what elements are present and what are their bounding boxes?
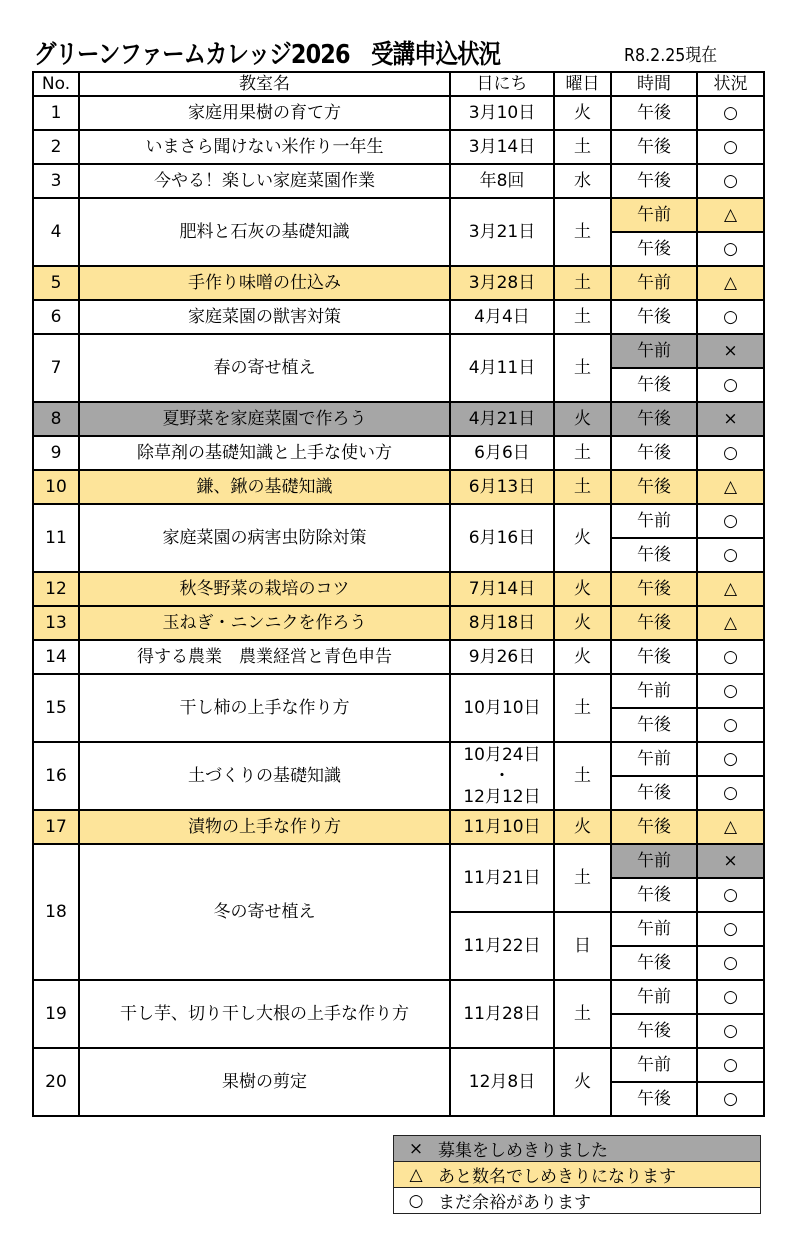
- date-line: 12月12日: [463, 786, 541, 807]
- class-time-slot: 午前: [611, 504, 697, 538]
- table-body: [33, 96, 764, 1116]
- circle-icon: ○: [697, 776, 764, 810]
- as-of-date: R8.2.25現在: [624, 45, 718, 66]
- class-name: 玉ねぎ・ニンニクを作ろう: [79, 606, 450, 640]
- class-date: 9月26日: [450, 640, 554, 674]
- class-weekday: 火: [554, 1048, 611, 1116]
- date-line: 10月24日: [463, 744, 541, 765]
- cross-icon: ×: [697, 402, 764, 436]
- table-row: [33, 810, 764, 844]
- class-date: 4月4日: [450, 300, 554, 334]
- class-weekday: 土: [554, 742, 611, 810]
- class-number: 18: [33, 844, 79, 980]
- circle-icon: ○: [697, 946, 764, 980]
- column-header-status: 状況: [697, 72, 764, 96]
- table-row: [33, 130, 764, 164]
- circle-icon: ○: [697, 436, 764, 470]
- class-number: 1: [33, 96, 79, 130]
- class-time-slot: 午後: [611, 572, 697, 606]
- class-time-slot: 午後: [611, 1014, 697, 1048]
- class-weekday: 土: [554, 844, 611, 912]
- class-time-slot: 午前: [611, 334, 697, 368]
- table-row: [33, 504, 764, 538]
- class-weekday: 火: [554, 572, 611, 606]
- class-number: 14: [33, 640, 79, 674]
- table-row: [33, 572, 764, 606]
- class-time-slot: 午後: [611, 708, 697, 742]
- cross-icon: ×: [697, 334, 764, 368]
- class-weekday: 土: [554, 980, 611, 1048]
- class-name: 家庭菜園の病害虫防除対策: [79, 504, 450, 572]
- cross-icon: ×: [697, 844, 764, 878]
- class-date: 3月21日: [450, 198, 554, 266]
- cross-icon: ×: [394, 1136, 439, 1162]
- class-weekday: 土: [554, 266, 611, 300]
- class-number: 7: [33, 334, 79, 402]
- class-number: 9: [33, 436, 79, 470]
- class-number: 3: [33, 164, 79, 198]
- class-date: 11月10日: [450, 810, 554, 844]
- table-row: [33, 96, 764, 130]
- table-row: [33, 300, 764, 334]
- class-number: 17: [33, 810, 79, 844]
- class-date: 3月14日: [450, 130, 554, 164]
- class-time-slot: 午後: [611, 640, 697, 674]
- circle-icon: ○: [697, 912, 764, 946]
- circle-icon: ○: [697, 164, 764, 198]
- column-header-class-name: 教室名: [79, 72, 450, 96]
- class-number: 2: [33, 130, 79, 164]
- legend-text: 募集をしめきりました: [438, 1136, 761, 1162]
- circle-icon: ○: [697, 708, 764, 742]
- circle-icon: ○: [697, 674, 764, 708]
- class-name: 土づくりの基礎知識: [79, 742, 450, 810]
- class-time-slot: 午後: [611, 232, 697, 266]
- class-weekday: 土: [554, 130, 611, 164]
- class-time-slot: 午前: [611, 266, 697, 300]
- triangle-icon: △: [394, 1162, 439, 1188]
- circle-icon: ○: [697, 640, 764, 674]
- class-name: 春の寄せ植え: [79, 334, 450, 402]
- class-weekday: 火: [554, 504, 611, 572]
- table-row: [33, 470, 764, 504]
- class-date: 11月22日: [450, 912, 554, 980]
- class-time-slot: 午前: [611, 198, 697, 232]
- table-row: [33, 436, 764, 470]
- class-name: 果樹の剪定: [79, 1048, 450, 1116]
- legend: [393, 1135, 761, 1214]
- class-time-slot: 午後: [611, 436, 697, 470]
- class-time-slot: 午後: [611, 368, 697, 402]
- class-time-slot: 午後: [611, 130, 697, 164]
- legend-text: まだ余裕があります: [438, 1188, 761, 1214]
- triangle-icon: △: [697, 572, 764, 606]
- circle-icon: ○: [697, 300, 764, 334]
- circle-icon: ○: [697, 96, 764, 130]
- triangle-icon: △: [697, 266, 764, 300]
- class-weekday: 水: [554, 164, 611, 198]
- class-name: 秋冬野菜の栽培のコツ: [79, 572, 450, 606]
- legend-text: あと数名でしめきりになります: [438, 1162, 761, 1188]
- table-row: [33, 980, 764, 1014]
- class-number: 6: [33, 300, 79, 334]
- class-name: 鎌、鍬の基礎知識: [79, 470, 450, 504]
- table-row: [33, 198, 764, 232]
- class-date: 6月6日: [450, 436, 554, 470]
- class-weekday: 日: [554, 912, 611, 980]
- column-header-no: No.: [33, 72, 79, 96]
- circle-icon: ○: [697, 1014, 764, 1048]
- class-name: いまさら聞けない米作り一年生: [79, 130, 450, 164]
- class-name: 家庭菜園の獣害対策: [79, 300, 450, 334]
- class-number: 16: [33, 742, 79, 810]
- class-number: 10: [33, 470, 79, 504]
- class-number: 12: [33, 572, 79, 606]
- legend-row-closed: [394, 1136, 761, 1162]
- class-date: 4月21日: [450, 402, 554, 436]
- class-number: 4: [33, 198, 79, 266]
- triangle-icon: △: [697, 810, 764, 844]
- class-time-slot: 午前: [611, 1048, 697, 1082]
- table-row: [33, 334, 764, 368]
- class-time-slot: 午後: [611, 606, 697, 640]
- class-date: 3月28日: [450, 266, 554, 300]
- class-time-slot: 午後: [611, 402, 697, 436]
- class-date: 10月10日: [450, 674, 554, 742]
- date-line: ・: [493, 765, 511, 786]
- class-weekday: 土: [554, 300, 611, 334]
- triangle-icon: △: [697, 198, 764, 232]
- class-date: 11月21日: [450, 844, 554, 912]
- class-number: 5: [33, 266, 79, 300]
- class-weekday: 火: [554, 606, 611, 640]
- column-header-date: 日にち: [450, 72, 554, 96]
- table-row: [33, 1048, 764, 1082]
- class-weekday: 火: [554, 96, 611, 130]
- class-number: 11: [33, 504, 79, 572]
- class-weekday: 土: [554, 334, 611, 402]
- class-name: 今やる！楽しい家庭菜園作業: [79, 164, 450, 198]
- table-row: [33, 844, 764, 878]
- class-time-slot: 午後: [611, 776, 697, 810]
- triangle-icon: △: [697, 470, 764, 504]
- class-weekday: 土: [554, 674, 611, 742]
- table-header-row: [33, 72, 764, 96]
- class-weekday: 火: [554, 402, 611, 436]
- class-name: 手作り味噌の仕込み: [79, 266, 450, 300]
- class-date: 12月8日: [450, 1048, 554, 1116]
- class-name: 家庭用果樹の育て方: [79, 96, 450, 130]
- circle-icon: ○: [697, 368, 764, 402]
- class-time-slot: 午後: [611, 300, 697, 334]
- table-row: [33, 402, 764, 436]
- class-number: 19: [33, 980, 79, 1048]
- class-time-slot: 午後: [611, 164, 697, 198]
- circle-icon: ○: [697, 504, 764, 538]
- column-header-time: 時間: [611, 72, 697, 96]
- class-time-slot: 午前: [611, 844, 697, 878]
- table-row: [33, 674, 764, 708]
- class-time-slot: 午前: [611, 674, 697, 708]
- page-title: グリーンファームカレッジ2026 受講申込状況: [34, 40, 501, 70]
- class-time-slot: 午前: [611, 912, 697, 946]
- class-number: 20: [33, 1048, 79, 1116]
- circle-icon: ○: [697, 878, 764, 912]
- circle-icon: ○: [394, 1188, 439, 1214]
- legend-row-few-left: [394, 1162, 761, 1188]
- table-row: [33, 640, 764, 674]
- table-row: [33, 164, 764, 198]
- class-number: 13: [33, 606, 79, 640]
- class-date: 11月28日: [450, 980, 554, 1048]
- class-date: 4月11日: [450, 334, 554, 402]
- class-time-slot: 午後: [611, 878, 697, 912]
- class-weekday: 土: [554, 436, 611, 470]
- class-date: 7月14日: [450, 572, 554, 606]
- class-weekday: 土: [554, 198, 611, 266]
- class-time-slot: 午後: [611, 946, 697, 980]
- class-name: 漬物の上手な作り方: [79, 810, 450, 844]
- table-row: [33, 742, 764, 776]
- circle-icon: ○: [697, 1048, 764, 1082]
- schedule-table: [32, 71, 765, 1117]
- class-weekday: 火: [554, 640, 611, 674]
- class-name: 夏野菜を家庭菜園で作ろう: [79, 402, 450, 436]
- legend-row-available: [394, 1188, 761, 1214]
- class-time-slot: 午後: [611, 1082, 697, 1116]
- circle-icon: ○: [697, 130, 764, 164]
- class-name: 肥料と石灰の基礎知識: [79, 198, 450, 266]
- class-date: 3月10日: [450, 96, 554, 130]
- class-time-slot: 午後: [611, 538, 697, 572]
- circle-icon: ○: [697, 980, 764, 1014]
- table-row: [33, 266, 764, 300]
- class-time-slot: 午前: [611, 742, 697, 776]
- circle-icon: ○: [697, 232, 764, 266]
- class-weekday: 土: [554, 470, 611, 504]
- class-name: 除草剤の基礎知識と上手な使い方: [79, 436, 450, 470]
- class-name: 干し柿の上手な作り方: [79, 674, 450, 742]
- class-date: 6月13日: [450, 470, 554, 504]
- class-name: 干し芋、切り干し大根の上手な作り方: [79, 980, 450, 1048]
- circle-icon: ○: [697, 1082, 764, 1116]
- class-time-slot: 午後: [611, 810, 697, 844]
- class-time-slot: 午前: [611, 980, 697, 1014]
- column-header-day: 曜日: [554, 72, 611, 96]
- class-weekday: 火: [554, 810, 611, 844]
- circle-icon: ○: [697, 538, 764, 572]
- class-name: 得する農業 農業経営と青色申告: [79, 640, 450, 674]
- class-date: 6月16日: [450, 504, 554, 572]
- table-row: [33, 606, 764, 640]
- class-number: 15: [33, 674, 79, 742]
- class-name: 冬の寄せ植え: [79, 844, 450, 980]
- triangle-icon: △: [697, 606, 764, 640]
- class-number: 8: [33, 402, 79, 436]
- class-date: 年8回: [450, 164, 554, 198]
- class-date: 8月18日: [450, 606, 554, 640]
- class-time-slot: 午後: [611, 470, 697, 504]
- class-date: [450, 742, 554, 810]
- class-time-slot: 午後: [611, 96, 697, 130]
- circle-icon: ○: [697, 742, 764, 776]
